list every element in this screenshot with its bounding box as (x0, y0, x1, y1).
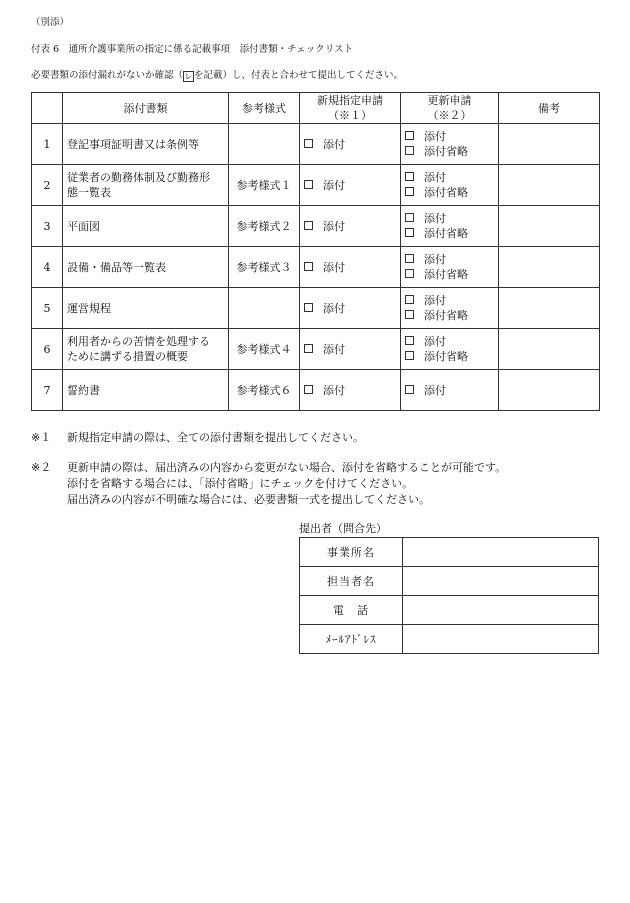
remarks-cell[interactable] (499, 288, 600, 329)
table-row (32, 370, 600, 411)
table-header-row (32, 93, 600, 124)
new-attach-label: 添付 (323, 301, 345, 315)
document-name (63, 165, 229, 206)
person-label: 担当者名 (300, 567, 403, 596)
renewal-attach-option[interactable] (405, 252, 494, 267)
phone-label: 電 話 (300, 596, 403, 625)
new-attach-option[interactable] (304, 383, 396, 398)
renewal-cell (401, 247, 499, 288)
checkbox[interactable] (405, 336, 414, 345)
new-attach-option[interactable] (304, 137, 396, 152)
checkbox[interactable] (304, 221, 313, 230)
checkbox[interactable] (405, 385, 414, 394)
renewal-attach-label: 添付 (424, 212, 446, 225)
renewal-cell (401, 329, 499, 370)
contact-row-phone (300, 596, 599, 625)
renewal-cell (401, 370, 499, 411)
remarks-cell[interactable] (499, 165, 600, 206)
row-number: 2 (32, 165, 63, 206)
reference-form (229, 124, 300, 165)
renewal-omit-option[interactable] (405, 185, 494, 200)
checkbox[interactable] (405, 254, 414, 263)
renewal-omit-label: 添付省略 (424, 309, 468, 322)
renewal-omit-option[interactable] (405, 226, 494, 241)
new-application-cell (300, 370, 401, 411)
document-name-line2: ために講ずる措置の概要 (67, 350, 188, 363)
checkbox[interactable] (304, 385, 313, 394)
row-number: 1 (32, 124, 63, 165)
renewal-cell (401, 288, 499, 329)
checkbox[interactable] (304, 180, 313, 189)
document-name-line1: 誓約書 (67, 383, 100, 397)
checkbox[interactable] (304, 262, 313, 271)
renewal-attach-option[interactable] (405, 129, 494, 144)
table-row (32, 288, 600, 329)
new-application-cell (300, 329, 401, 370)
document-name (63, 370, 229, 411)
renewal-attach-label: 添付 (424, 130, 446, 143)
renewal-omit-option[interactable] (405, 349, 494, 364)
contact-row-person (300, 567, 599, 596)
new-application-cell (300, 247, 401, 288)
row-number: 4 (32, 247, 63, 288)
col-remarks-header: 備考 (499, 93, 600, 124)
checkbox[interactable] (405, 269, 414, 278)
checkbox[interactable] (304, 303, 313, 312)
new-attach-label: 添付 (323, 219, 345, 233)
row-number: 5 (32, 288, 63, 329)
reference-form: 参考様式４ (229, 329, 300, 370)
checkbox[interactable] (405, 146, 414, 155)
table-row (32, 329, 600, 370)
renewal-attach-label: 添付 (424, 171, 446, 184)
note-2-line2: 添付を省略する場合には、「添付省略」にチェックを付けてください。 (67, 477, 414, 490)
renewal-omit-label: 添付省略 (424, 350, 468, 363)
checkbox[interactable] (405, 131, 414, 140)
email-label: ﾒｰﾙｱﾄﾞﾚｽ (300, 625, 403, 654)
col-document-header: 添付書類 (63, 93, 229, 124)
new-attach-option[interactable] (304, 342, 396, 357)
renewal-omit-label: 添付省略 (424, 268, 468, 281)
document-name (63, 247, 229, 288)
checkbox[interactable] (405, 310, 414, 319)
new-attach-label: 添付 (323, 178, 345, 192)
col-new-application-header (300, 93, 401, 124)
instruction-before: 必要書類の添付漏れがないか確認（ (31, 70, 184, 81)
new-attach-label: 添付 (323, 137, 345, 151)
business-name-label: 事業所名 (300, 538, 403, 567)
instruction-text (31, 67, 403, 82)
new-header-line1: 新規指定申請 (317, 94, 383, 107)
document-name (63, 288, 229, 329)
note-2-mark: ※２ (31, 461, 52, 474)
note-2 (31, 460, 601, 508)
contact-table (299, 537, 599, 654)
document-name-line1: 平面図 (67, 219, 100, 233)
new-header-line2: （※１） (328, 109, 372, 122)
new-attach-option[interactable] (304, 219, 396, 234)
document-name (63, 124, 229, 165)
appendix-label: （別添） (31, 17, 70, 28)
remarks-cell[interactable] (499, 247, 600, 288)
table-row (32, 124, 600, 165)
new-attach-label: 添付 (323, 342, 345, 356)
row-number: 7 (32, 370, 63, 411)
attachment-checklist-table (31, 92, 600, 411)
renewal-attach-option[interactable] (405, 334, 494, 349)
note-1 (31, 430, 601, 446)
new-attach-option[interactable] (304, 301, 396, 316)
email-field[interactable] (403, 625, 599, 654)
renewal-attach-option[interactable] (405, 170, 494, 185)
new-attach-option[interactable] (304, 178, 396, 193)
table-row (32, 247, 600, 288)
new-attach-label: 添付 (323, 260, 345, 274)
renewal-omit-label: 添付省略 (424, 186, 468, 199)
note-1-mark: ※１ (31, 431, 52, 444)
reference-form: 参考様式６ (229, 370, 300, 411)
col-reference-header: 参考様式 (229, 93, 300, 124)
checkbox[interactable] (405, 228, 414, 237)
renewal-omit-option[interactable] (405, 308, 494, 323)
table-row (32, 206, 600, 247)
checkbox[interactable] (405, 295, 414, 304)
checkbox[interactable] (405, 172, 414, 181)
document-name (63, 206, 229, 247)
page-title: 付表 6 通所介護事業所の指定に係る記載事項 添付書類・チェックリスト (31, 44, 354, 55)
renewal-attach-label: 添付 (424, 294, 446, 307)
person-field[interactable] (403, 567, 599, 596)
contact-row-email (300, 625, 599, 654)
renewal-attach-label: 添付 (424, 253, 446, 266)
renewal-header-line2: （※２） (427, 109, 472, 122)
renewal-omit-label: 添付省略 (424, 227, 468, 240)
checkbox[interactable] (405, 351, 414, 360)
document-name-line1: 運営規程 (67, 301, 111, 315)
checkbox[interactable] (405, 213, 414, 222)
reference-form (229, 288, 300, 329)
renewal-omit-label: 添付省略 (424, 145, 468, 158)
renewal-header-line1: 更新申請 (427, 94, 472, 107)
remarks-cell[interactable] (499, 206, 600, 247)
document-name-line1: 利用者からの苦情を処理する (67, 335, 210, 348)
new-application-cell (300, 124, 401, 165)
reference-form: 参考様式３ (229, 247, 300, 288)
phone-field[interactable] (403, 596, 599, 625)
renewal-attach-option[interactable] (405, 211, 494, 226)
reference-form: 参考様式１ (229, 165, 300, 206)
col-number-header (32, 93, 63, 124)
renewal-attach-option[interactable] (405, 383, 494, 398)
checkbox[interactable] (405, 187, 414, 196)
contact-row-business (300, 538, 599, 567)
reference-form: 参考様式２ (229, 206, 300, 247)
business-name-field[interactable] (403, 538, 599, 567)
renewal-cell (401, 206, 499, 247)
renewal-omit-option[interactable] (405, 267, 494, 282)
row-number: 3 (32, 206, 63, 247)
instruction-after: を記載）し、付表と合わせて提出してください。 (194, 70, 404, 81)
document-name-line2: 態一覧表 (67, 186, 111, 199)
new-application-cell (300, 165, 401, 206)
renewal-cell (401, 165, 499, 206)
renewal-cell (401, 124, 499, 165)
note-2-line3: 届出済みの内容が不明確な場合には、必要書類一式を提出してください。 (67, 493, 430, 506)
remarks-cell[interactable] (499, 370, 600, 411)
contact-heading: 提出者（問合先） (299, 522, 387, 535)
checkbox[interactable] (304, 344, 313, 353)
document-name-line1: 登記事項証明書又は条例等 (67, 137, 199, 151)
checkbox[interactable] (304, 139, 313, 148)
check-mark-box: レ (184, 72, 193, 81)
new-application-cell (300, 288, 401, 329)
table-row (32, 165, 600, 206)
note-1-text: 新規指定申請の際は、全ての添付書類を提出してください。 (67, 431, 364, 444)
renewal-attach-label: 添付 (424, 335, 446, 348)
remarks-cell[interactable] (499, 329, 600, 370)
renewal-attach-option[interactable] (405, 293, 494, 308)
new-application-cell (300, 206, 401, 247)
renewal-omit-option[interactable] (405, 144, 494, 159)
document-name-line1: 従業者の勤務体制及び勤務形 (67, 171, 210, 184)
renewal-attach-label: 添付 (424, 383, 446, 397)
new-attach-option[interactable] (304, 260, 396, 275)
row-number: 6 (32, 329, 63, 370)
document-name (63, 329, 229, 370)
remarks-cell[interactable] (499, 124, 600, 165)
document-name-line1: 設備・備品等一覧表 (67, 260, 166, 274)
col-renewal-header (401, 93, 499, 124)
note-2-line1: 更新申請の際は、届出済みの内容から変更がない場合、添付を省略することが可能です。 (67, 461, 507, 474)
new-attach-label: 添付 (323, 383, 345, 397)
